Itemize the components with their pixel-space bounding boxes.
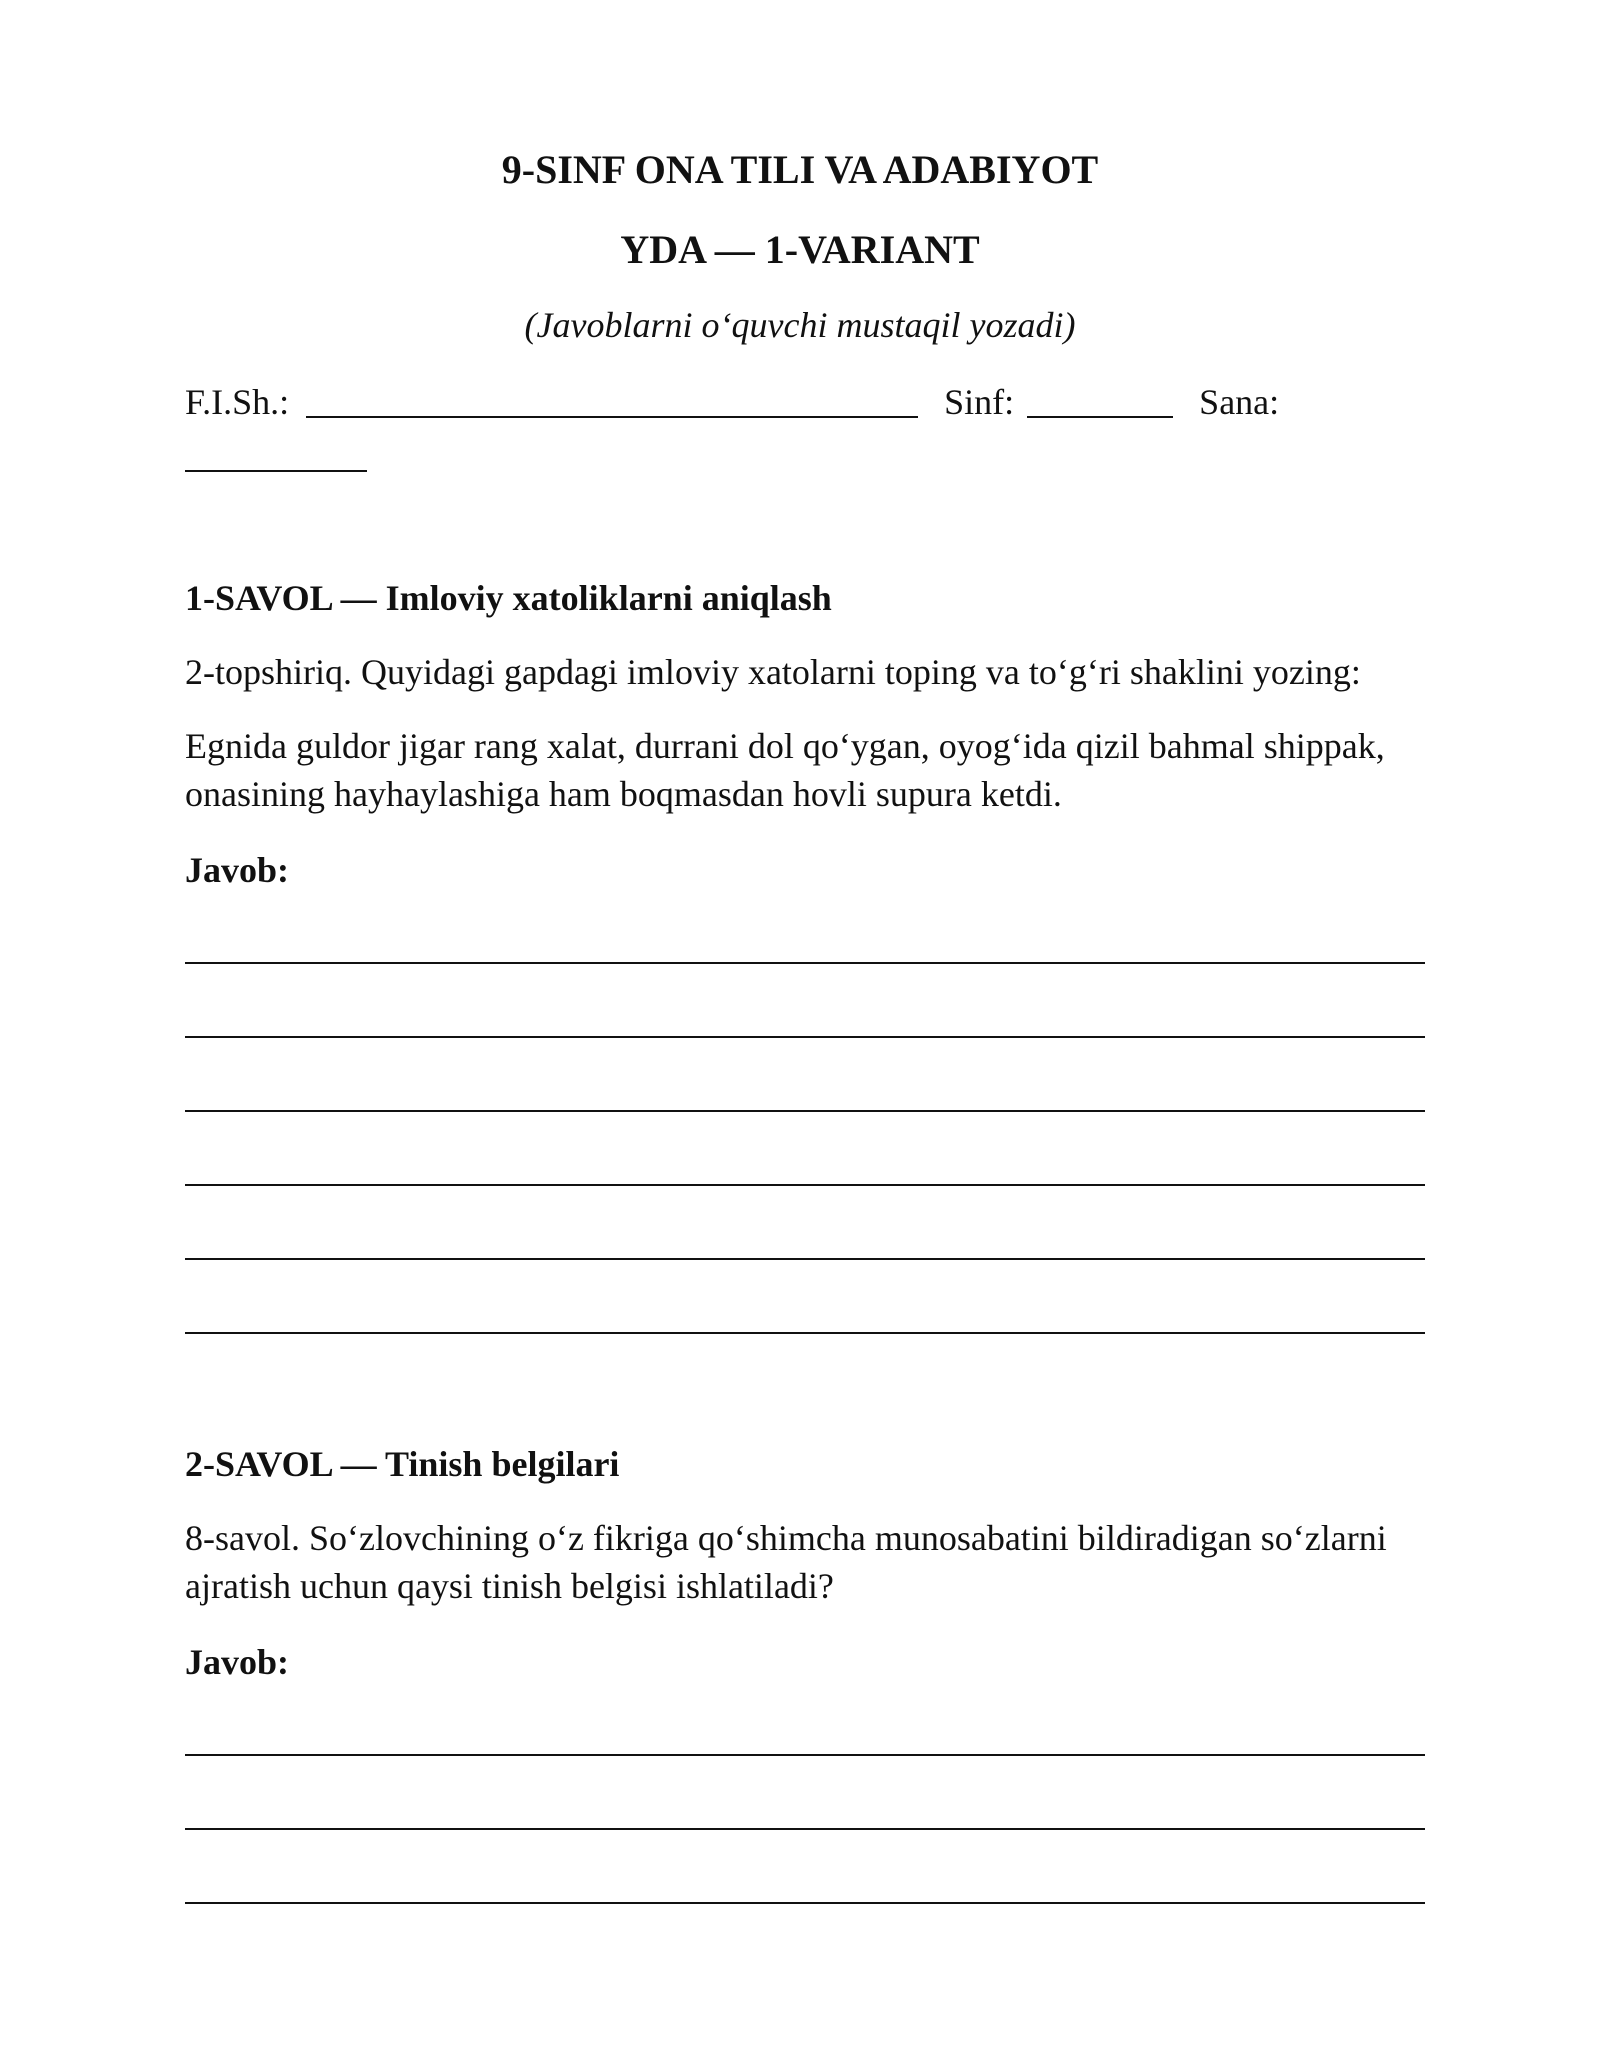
document-title: 9-SINF ONA TILI VA ADABIYOT bbox=[501, 147, 1099, 192]
question-1-answer-line[interactable] bbox=[185, 962, 1425, 964]
date-field[interactable] bbox=[185, 440, 367, 472]
student-info-row bbox=[185, 378, 1425, 426]
instruction-note: (Javoblarni o‘quvchi mustaqil yozadi) bbox=[524, 305, 1076, 345]
question-1-answer-label: Javob: bbox=[185, 850, 290, 890]
question-1-answer-line[interactable] bbox=[185, 1332, 1425, 1334]
question-1-heading: 1-SAVOL — Imloviy xatoliklarni aniqlash bbox=[185, 578, 832, 618]
question-2-answer-line[interactable] bbox=[185, 1754, 1425, 1756]
question-2-heading: 2-SAVOL — Tinish belgilari bbox=[185, 1444, 620, 1484]
class-label: Sinf: bbox=[944, 382, 1015, 422]
question-1-answer-line[interactable] bbox=[185, 1110, 1425, 1112]
question-2-answer-line[interactable] bbox=[185, 1902, 1425, 1904]
date-label: Sana: bbox=[1199, 382, 1280, 422]
name-field[interactable] bbox=[306, 386, 918, 418]
question-2-answer-label: Javob: bbox=[185, 1642, 290, 1682]
question-2-task: 8-savol. So‘zlovchining o‘z fikriga qo‘shimcha munosabatini bildiradigan so‘zlarni ajratish uchun qaysi tinish belgisi ishlatiladi? bbox=[185, 1518, 1387, 1606]
class-field[interactable] bbox=[1027, 386, 1173, 418]
question-1-task: 2-topshiriq. Quyidagi gapdagi imloviy xatolarni toping va to‘g‘ri shaklini yozing: bbox=[185, 652, 1361, 692]
question-1-answer-line[interactable] bbox=[185, 1184, 1425, 1186]
variant-title: YDA — 1-VARIANT bbox=[620, 227, 980, 272]
question-2-answer-line[interactable] bbox=[185, 1828, 1425, 1830]
question-1-answer-line[interactable] bbox=[185, 1258, 1425, 1260]
name-label: F.I.Sh.: bbox=[185, 382, 290, 422]
question-1-answer-line[interactable] bbox=[185, 1036, 1425, 1038]
question-1-sentence: Egnida guldor jigar rang xalat, durrani dol qo‘ygan, oyog‘ida qizil bahmal shippak, onasining hayhaylashiga ham boqmasdan hovli supura ketdi. bbox=[185, 726, 1385, 814]
